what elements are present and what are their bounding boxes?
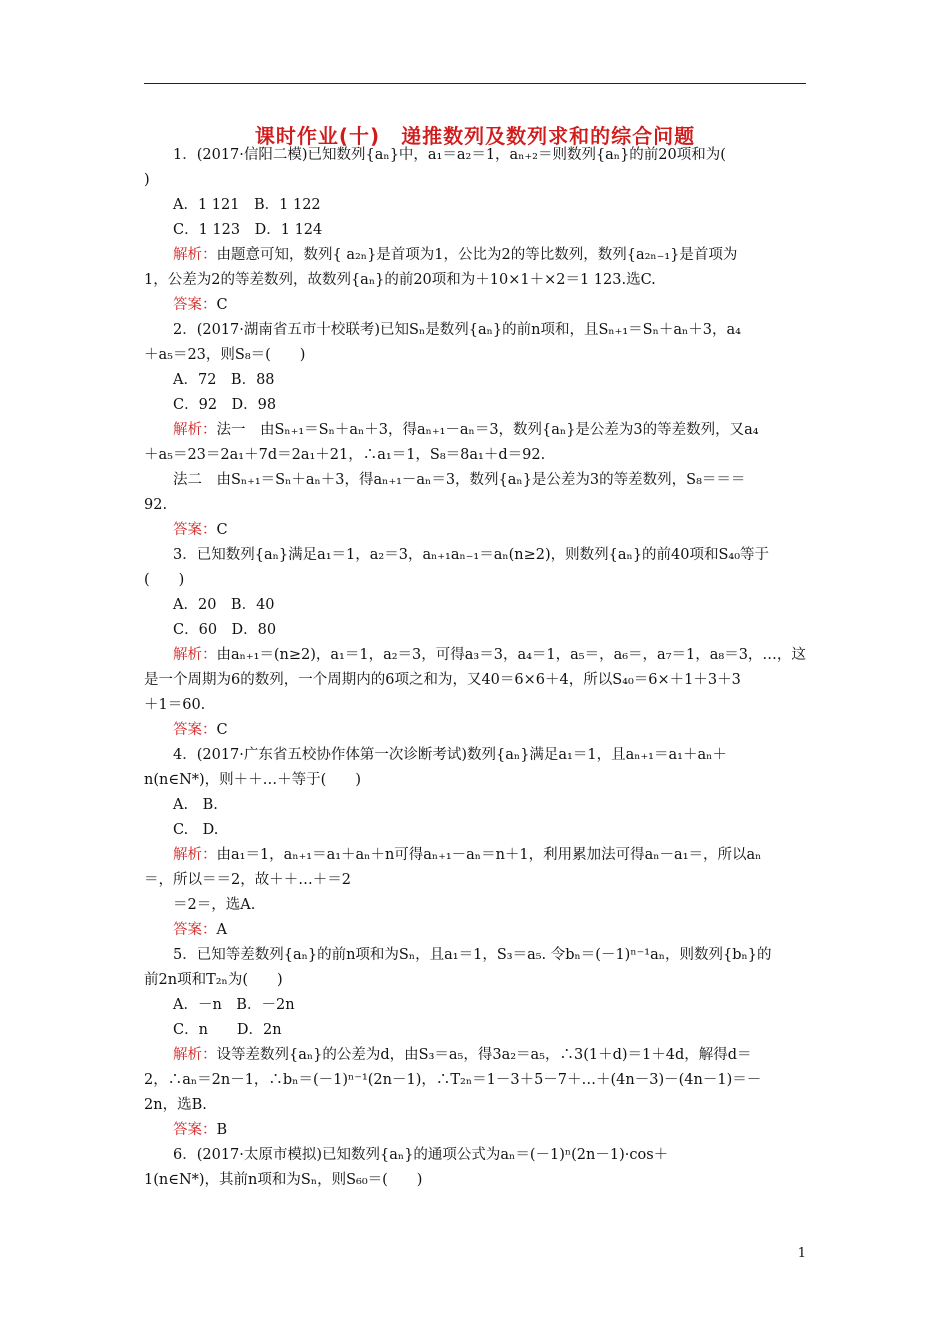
- line-text: C．92 D．98: [173, 397, 277, 413]
- text-line: [144, 693, 806, 718]
- text-line: [144, 193, 806, 218]
- line-text: ＋a₅＝23，则S₈＝( ): [144, 347, 306, 363]
- line-text: ( ): [144, 572, 185, 588]
- line-text: 是一个周期为6的数列，一个周期内的6项之和为，又40＝6×6＋4，所以S₄₀＝6×＋1＋3＋3: [144, 672, 741, 688]
- line-text: C．n D．2n: [173, 1022, 282, 1038]
- text-line: [144, 743, 806, 768]
- line-text: 前2n项和T₂ₙ为( ): [144, 972, 283, 988]
- text-line: [144, 893, 806, 918]
- line-text: 1．(2017·信阳二模)已知数列{aₙ}中，a₁＝a₂＝1，aₙ₊₂＝则数列{aₙ}的前20项和为(: [173, 147, 726, 163]
- text-line: [144, 568, 806, 593]
- text-line: [144, 343, 806, 368]
- answer-label: 答案：: [173, 722, 217, 738]
- text-line: [144, 943, 806, 968]
- text-line: [144, 1068, 806, 1093]
- line-text: C: [216, 297, 228, 313]
- text-line: [144, 318, 806, 343]
- text-line: [144, 668, 806, 693]
- line-text: 2，∴aₙ＝2n－1，∴bₙ＝(－1)ⁿ⁻¹(2n－1)，∴T₂ₙ＝1－3＋5－7＋…＋(4n－3)－(4n－1)＝－: [144, 1072, 762, 1088]
- text-line: [144, 793, 806, 818]
- line-text: 92.: [144, 497, 168, 513]
- line-text: 1，公差为2的等差数列，故数列{aₙ}的前20项和为＋10×1＋×2＝1 123.选C.: [144, 272, 656, 288]
- text-line: [144, 168, 806, 193]
- line-text: A．72 B．88: [173, 372, 275, 388]
- line-text: 2n，选B.: [144, 1097, 207, 1113]
- line-text: 法一 由Sₙ₊₁＝Sₙ＋aₙ＋3，得aₙ₊₁－aₙ＝3，数列{aₙ}是公差为3的等差数列，又a₄: [216, 422, 759, 438]
- text-line: [144, 993, 806, 1018]
- line-text: A．－n B．－2n: [173, 997, 295, 1013]
- text-line: [144, 268, 806, 293]
- line-text: 由题意可知，数列{ a₂ₙ}是首项为1，公比为2的等比数列，数列{a₂ₙ₋₁}是首项为: [216, 247, 738, 263]
- text-line: [144, 593, 806, 618]
- answer-label: 答案：: [173, 297, 217, 313]
- text-line: [144, 218, 806, 243]
- text-line: [144, 1143, 806, 1168]
- solution-label: 解析：: [173, 1047, 217, 1063]
- text-line: [144, 818, 806, 843]
- line-text: 6．(2017·太原市模拟)已知数列{aₙ}的通项公式为aₙ＝(－1)ⁿ(2n－1)·cos＋: [173, 1147, 669, 1163]
- document-body: [144, 143, 806, 1193]
- line-text: ＝2＝，选A.: [173, 897, 256, 913]
- text-line: [144, 1018, 806, 1043]
- line-text: 2．(2017·湖南省五市十校联考)已知Sₙ是数列{aₙ}的前n项和，且Sₙ₊₁＝Sₙ＋aₙ＋3，a₄: [173, 322, 741, 338]
- line-text: 5．已知等差数列{aₙ}的前n项和为Sₙ，且a₁＝1，S₃＝a₅. 令bₙ＝(－1)ⁿ⁻¹aₙ，则数列{bₙ}的: [173, 947, 772, 963]
- line-text: A．20 B．40: [173, 597, 275, 613]
- text-line: [144, 143, 806, 168]
- text-line: [144, 1118, 806, 1143]
- line-text: B: [216, 1122, 228, 1138]
- text-line: [144, 918, 806, 943]
- text-line: [144, 718, 806, 743]
- line-text: 由a₁＝1，aₙ₊₁＝a₁＋aₙ＋n可得aₙ₊₁－aₙ＝n＋1，利用累加法可得aₙ－a₁＝，所以aₙ: [216, 847, 762, 863]
- line-text: ＋1＝60.: [144, 697, 206, 713]
- line-text: 由aₙ₊₁＝(n≥2)，a₁＝1，a₂＝3，可得a₃＝3，a₄＝1，a₅＝，a₆＝，a₇＝1，a₈＝3，…，这: [216, 647, 806, 663]
- text-line: [144, 543, 806, 568]
- solution-label: 解析：: [173, 247, 217, 263]
- line-text: ＋a₅＝23＝2a₁＋7d＝2a₁＋21，∴a₁＝1，S₈＝8a₁＋d＝92.: [144, 447, 546, 463]
- line-text: ): [144, 172, 150, 188]
- line-text: 4．(2017·广东省五校协作体第一次诊断考试)数列{aₙ}满足a₁＝1，且aₙ₊₁＝a₁＋aₙ＋: [173, 747, 727, 763]
- line-text: C．1 123 D．1 124: [173, 222, 323, 238]
- text-line: [144, 1093, 806, 1118]
- line-text: 法二 由Sₙ₊₁＝Sₙ＋aₙ＋3，得aₙ₊₁－aₙ＝3，数列{aₙ}是公差为3的等差数列，S₈＝＝＝: [173, 472, 746, 488]
- answer-label: 答案：: [173, 1122, 217, 1138]
- line-text: 设等差数列{aₙ}的公差为d，由S₃＝a₅，得3a₂＝a₅，∴3(1＋d)＝1＋4d，解得d＝: [216, 1047, 752, 1063]
- line-text: C: [216, 522, 228, 538]
- text-line: [144, 293, 806, 318]
- text-line: [144, 418, 806, 443]
- text-line: [144, 368, 806, 393]
- line-text: A: [216, 922, 227, 938]
- line-text: 1(n∈N*)，其前n项和为Sₙ，则S₆₀＝( ): [144, 1172, 423, 1188]
- text-line: [144, 843, 806, 868]
- line-text: ＝，所以＝＝2，故＋＋…＋＝2: [144, 872, 351, 888]
- text-line: [144, 868, 806, 893]
- text-line: [144, 393, 806, 418]
- line-text: C．60 D．80: [173, 622, 277, 638]
- text-line: [144, 768, 806, 793]
- line-text: n(n∈N*)，则＋＋…＋等于( ): [144, 772, 361, 788]
- line-text: C: [216, 722, 228, 738]
- text-line: [144, 1043, 806, 1068]
- line-text: A. B.: [173, 797, 218, 813]
- page-title: 课时作业(十) 递推数列及数列求和的综合问题: [254, 124, 696, 148]
- text-line: [144, 518, 806, 543]
- text-line: [144, 243, 806, 268]
- text-line: [144, 443, 806, 468]
- text-line: [144, 1168, 806, 1193]
- solution-label: 解析：: [173, 847, 217, 863]
- line-text: A．1 121 B．1 122: [173, 197, 321, 213]
- text-line: [144, 468, 806, 493]
- answer-label: 答案：: [173, 922, 217, 938]
- text-line: [144, 968, 806, 993]
- header-rule: [144, 83, 806, 84]
- line-text: 3．已知数列{aₙ}满足a₁＝1，a₂＝3，aₙ₊₁aₙ₋₁＝aₙ(n≥2)，则数列{aₙ}的前40项和S₄₀等于: [173, 547, 770, 563]
- text-line: [144, 493, 806, 518]
- text-line: [144, 618, 806, 643]
- answer-label: 答案：: [173, 522, 217, 538]
- page-number: 1: [797, 1246, 806, 1261]
- solution-label: 解析：: [173, 422, 217, 438]
- solution-label: 解析：: [173, 647, 217, 663]
- line-text: C. D.: [173, 822, 219, 838]
- text-line: [144, 643, 806, 668]
